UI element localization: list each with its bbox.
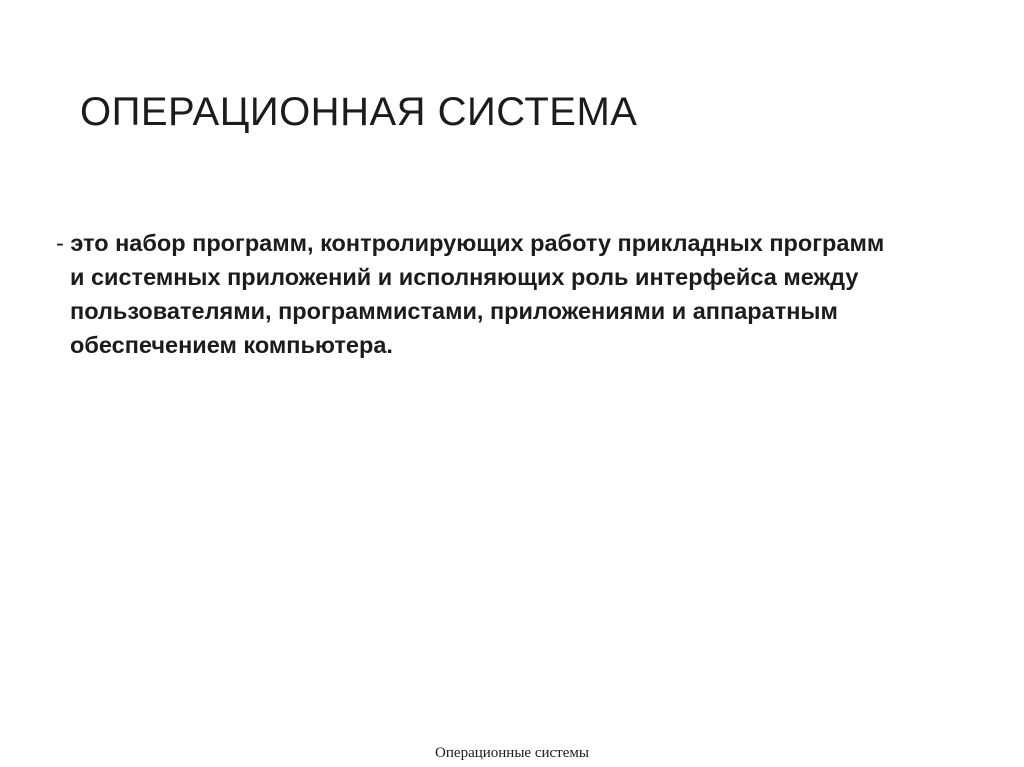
list-dash: - bbox=[56, 230, 71, 256]
slide-title: ОПЕРАЦИОННАЯ СИСТЕМА bbox=[80, 90, 638, 134]
definition-paragraph bbox=[56, 226, 890, 362]
slide-footer: Операционные системы bbox=[435, 745, 589, 761]
definition-text: это набор программ, контролирующих работу прикладных программ и системных приложений и исполняющих роль интерфейса между пользователями, программистами, приложениями и аппаратным обеспечением компьютера. bbox=[70, 230, 885, 358]
